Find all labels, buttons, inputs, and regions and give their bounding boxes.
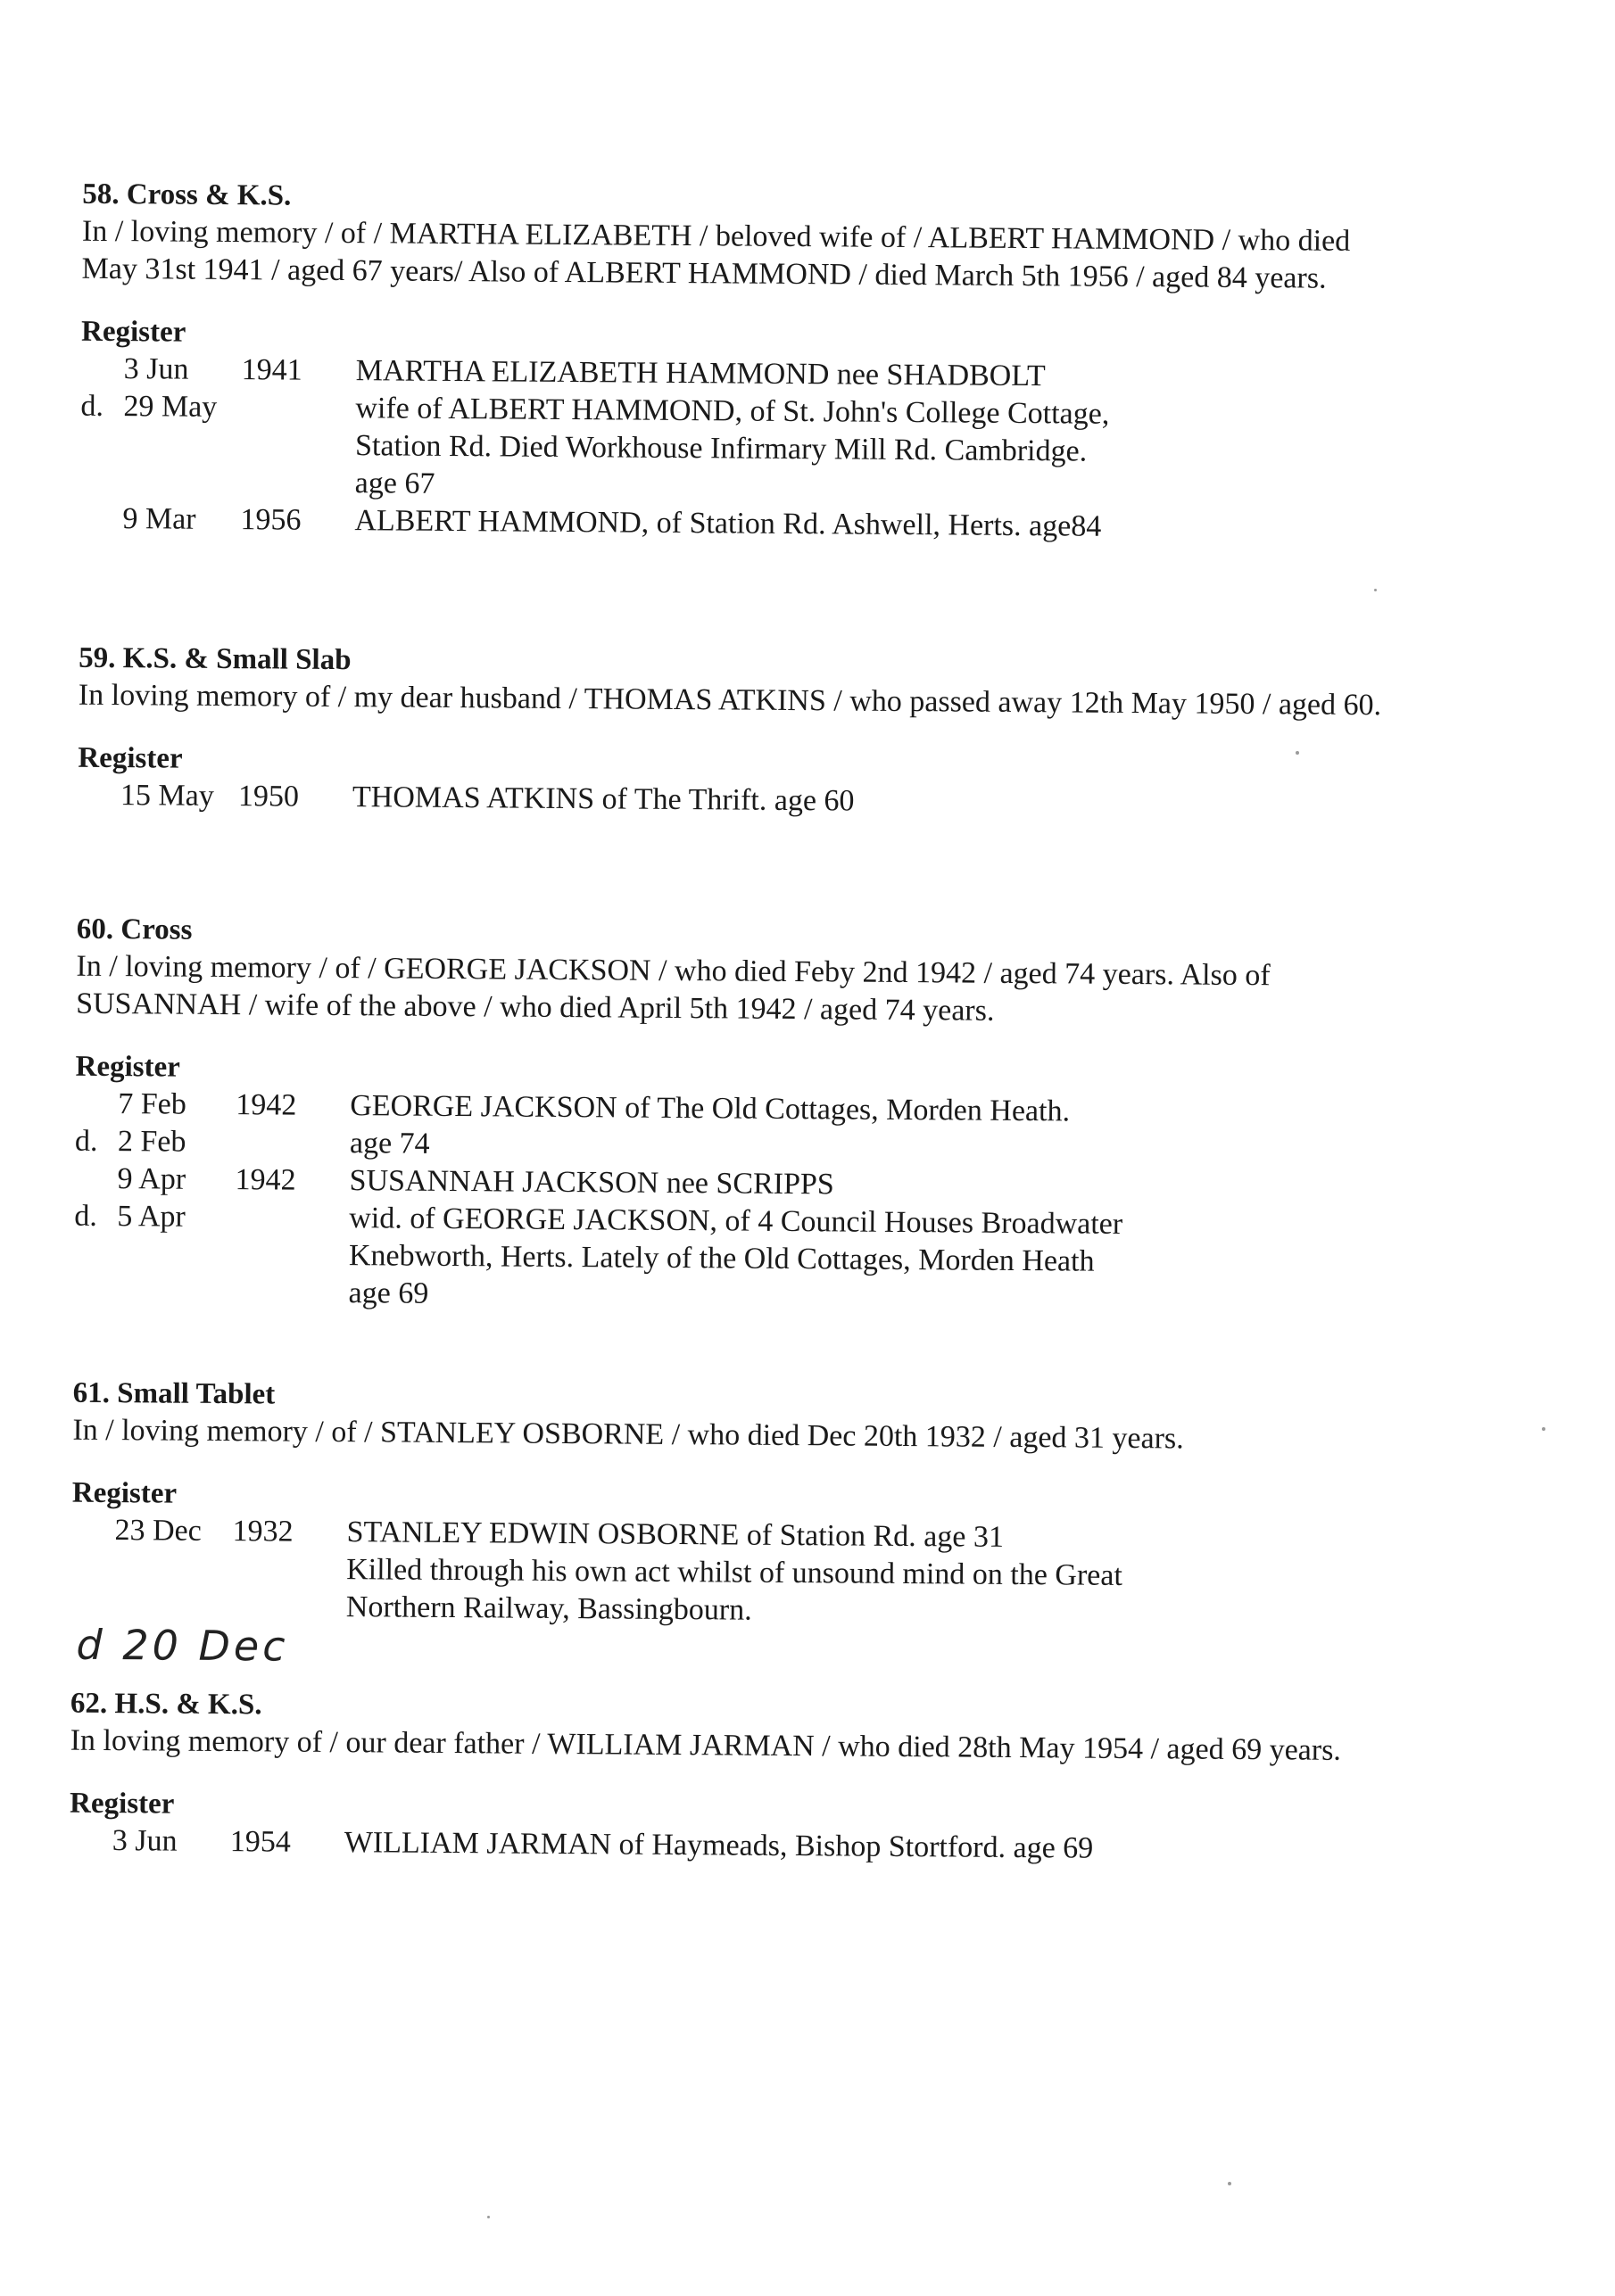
entry-58: [79, 176, 1403, 549]
register-text: age 67: [354, 467, 435, 500]
register-date: 9 Apr: [117, 1162, 186, 1196]
register-year: 1956: [240, 503, 302, 537]
entry-heading: 61. Small Tablet: [72, 1376, 276, 1411]
entry-heading: 60. Cross: [76, 913, 193, 946]
entry-heading: 58. Cross & K.S.: [82, 178, 292, 212]
register-text: GEORGE JACKSON of The Old Cottages, Morden Heath.: [350, 1089, 1071, 1128]
register-text: wid. of GEORGE JACKSON, of 4 Council Houses Broadwater: [349, 1202, 1123, 1241]
entry-heading: 59. K.S. & Small Slab: [79, 641, 352, 677]
entry-inscription: In loving memory of / our dear father / WILLIAM JARMAN / who died 28th May 1954 / aged 69 years.: [70, 1723, 1342, 1767]
entry-59: [78, 640, 1399, 825]
entry-62: [70, 1685, 1391, 1871]
register-table: [79, 351, 1402, 549]
register-label: Register: [75, 1050, 181, 1084]
register-date: 29 May: [123, 390, 218, 424]
register-date: 2 Feb: [117, 1125, 186, 1159]
register-text: THOMAS ATKINS of The Thrift. age 60: [352, 780, 855, 818]
register-date: 23 Dec: [114, 1514, 202, 1548]
register-text: Killed through his own act whilst of unsound mind on the Great: [346, 1553, 1123, 1592]
scan-speck: [1542, 1427, 1545, 1431]
register-year: 1932: [232, 1515, 294, 1549]
register-year: 1950: [237, 780, 300, 814]
register-date: 5 Apr: [117, 1200, 186, 1234]
register-year: 1941: [241, 353, 302, 387]
register-table: [73, 1086, 1396, 1321]
register-date: 3 Jun: [123, 352, 189, 386]
entry-60: [73, 911, 1396, 1321]
register-date: 3 Jun: [112, 1824, 178, 1858]
register-text: SUSANNAH JACKSON nee SCRIPPS: [349, 1164, 834, 1202]
register-death-marker: d.: [74, 1199, 97, 1233]
handwritten-note: d 20 Dec: [76, 1620, 289, 1671]
register-date: 7 Feb: [118, 1087, 186, 1121]
entry-inscription: In / loving memory / of / GEORGE JACKSON / who died Feby 2nd 1942 / aged 74 years. Also of SUSANNAH / wife of the above / who died April 5th 1942 / aged 74 years.: [76, 949, 1271, 1028]
register-label: Register: [69, 1787, 175, 1821]
register-text: Northern Railway, Bassingbourn.: [345, 1590, 752, 1627]
entry-61: [71, 1375, 1394, 1635]
register-label: Register: [80, 315, 186, 349]
register-date: 15 May: [120, 779, 214, 813]
register-text: Knebworth, Herts. Lately of the Old Cottages, Morden Heath: [348, 1239, 1095, 1278]
entry-inscription: In loving memory of / my dear husband / THOMAS ATKINS / who passed away 12th May 1950 / aged 60.: [78, 678, 1382, 723]
register-date: 9 Mar: [122, 502, 196, 536]
scan-speck: [1296, 751, 1299, 755]
register-text: wife of ALBERT HAMMOND, of St. John's College Cottage,: [355, 392, 1110, 431]
register-text: WILLIAM JARMAN of Haymeads, Bishop Stortford. age 69: [344, 1826, 1094, 1865]
register-death-marker: d.: [74, 1124, 98, 1158]
register-label: Register: [71, 1476, 178, 1510]
scan-speck: [1374, 589, 1377, 591]
register-text: age 74: [349, 1127, 430, 1160]
register-table: [71, 1512, 1393, 1635]
register-text: Station Rd. Died Workhouse Infirmary Mill Rd. Cambridge.: [354, 429, 1088, 468]
register-death-marker: d.: [80, 389, 104, 423]
register-year: 1942: [235, 1163, 296, 1197]
entry-inscription: In / loving memory / of / STANLEY OSBORNE / who died Dec 20th 1932 / aged 31 years.: [72, 1413, 1184, 1456]
register-year: 1942: [236, 1088, 297, 1122]
entry-inscription: In / loving memory / of / MARTHA ELIZABETH / beloved wife of / ALBERT HAMMOND / who died May 31st 1941 / aged 67 years/ Also of ALBERT HAMMOND / died March 5th 1956 / aged 84 years.: [81, 214, 1351, 295]
register-label: Register: [78, 741, 183, 775]
register-text: ALBERT HAMMOND, of Station Rd. Ashwell, Herts. age84: [354, 504, 1102, 543]
register-year: 1954: [229, 1825, 291, 1859]
register-text: age 69: [348, 1276, 429, 1310]
scan-speck: [487, 2216, 490, 2218]
register-text: STANLEY EDWIN OSBORNE of Station Rd. age 31: [346, 1516, 1005, 1554]
entry-heading: 62. H.S. & K.S.: [70, 1687, 262, 1722]
register-text: MARTHA ELIZABETH HAMMOND nee SHADBOLT: [355, 354, 1046, 393]
scan-speck: [1228, 2182, 1231, 2185]
